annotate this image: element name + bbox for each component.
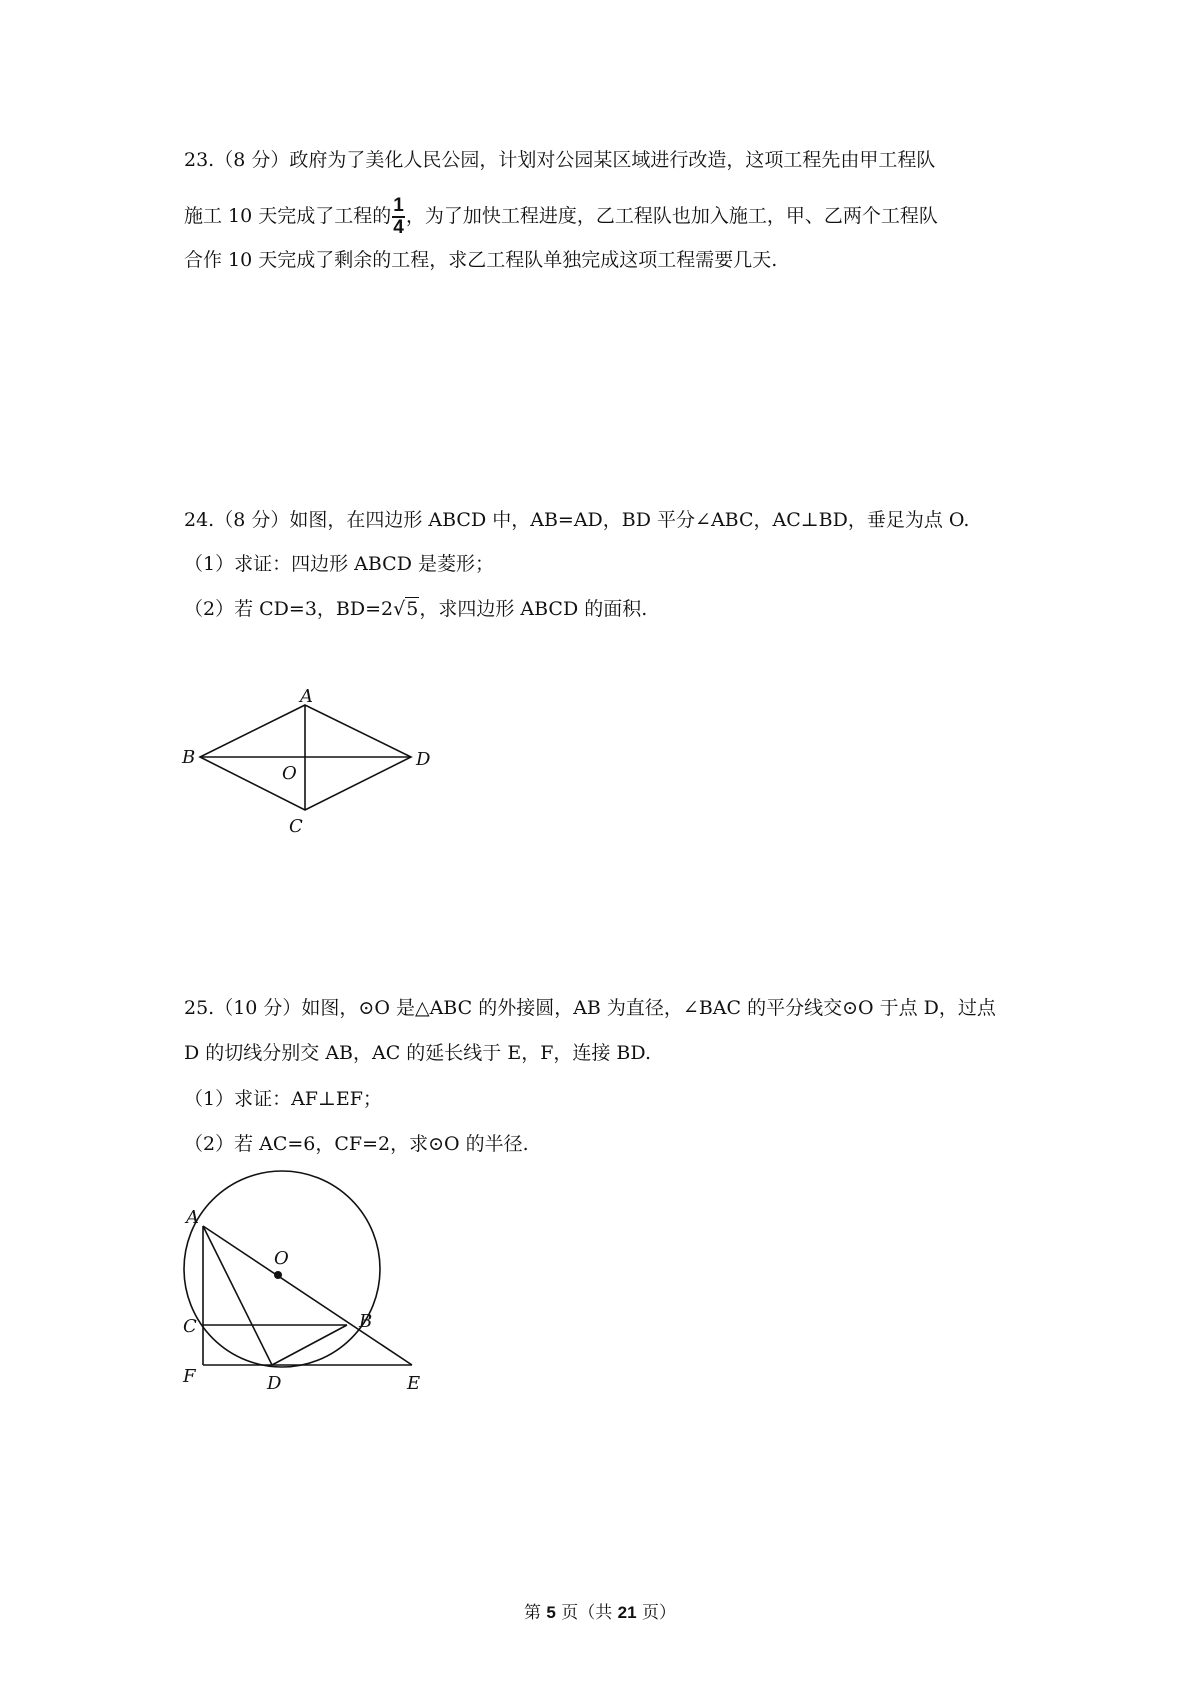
q24-part-2-post: ，求四边形 ABCD 的面积. xyxy=(419,598,648,620)
footer-page-number: 5 xyxy=(546,1603,556,1622)
q24-label-a: A xyxy=(300,686,313,707)
q24-sqrt-symbol: √ xyxy=(393,598,406,620)
footer-mid: 页（共 xyxy=(561,1603,613,1623)
q23-line-3: 合作 10 天完成了剩余的工程，求乙工程队单独完成这项工程需要几天. xyxy=(184,249,778,271)
q25-segment-ae xyxy=(203,1226,412,1365)
q25-center-point xyxy=(274,1271,282,1279)
q24-label-b: B xyxy=(182,747,196,768)
q23-line-2-pre: 施工 10 天完成了工程的 xyxy=(184,205,392,227)
q23-fraction-numerator: 1 xyxy=(393,195,404,216)
q25-label-e: E xyxy=(407,1373,421,1394)
q25-segment-ad xyxy=(203,1226,272,1365)
q24-label-c: C xyxy=(289,816,303,837)
footer-pre: 第 xyxy=(523,1603,541,1623)
footer-post: 页） xyxy=(642,1603,676,1623)
q23-fraction-denominator: 4 xyxy=(393,217,404,238)
q25-line-1: 25.（10 分）如图，⊙O 是△ABC 的外接圆，AB 为直径，∠BAC 的平分线交⊙O 于点 D，过点 xyxy=(184,997,996,1019)
q24-label-o: O xyxy=(282,763,297,784)
q25-label-o: O xyxy=(274,1248,289,1269)
q25-line-2: D 的切线分别交 AB，AC 的延长线于 E，F，连接 BD. xyxy=(184,1042,651,1064)
q25-part-1: （1）求证：AF⊥EF； xyxy=(184,1088,382,1110)
q23-line-2-post: ，为了加快工程进度，乙工程队也加入施工，甲、乙两个工程队 xyxy=(405,205,938,227)
q25-label-c: C xyxy=(183,1316,197,1337)
footer-total-pages: 21 xyxy=(617,1603,637,1622)
q25-label-a: A xyxy=(186,1207,199,1228)
q24-sqrt-radicand: 5 xyxy=(406,598,419,620)
q25-part-2: （2）若 AC=6，CF=2，求⊙O 的半径. xyxy=(184,1133,529,1155)
q23-line-1: 23.（8 分）政府为了美化人民公园，计划对公园某区域进行改造，这项工程先由甲工程队 xyxy=(184,149,936,171)
q24-line-1: 24.（8 分）如图，在四边形 ABCD 中，AB=AD，BD 平分∠ABC，AC⊥BD，垂足为点 O. xyxy=(184,509,970,531)
q24-part-1: （1）求证：四边形 ABCD 是菱形； xyxy=(184,553,494,575)
q25-circle-o xyxy=(184,1171,380,1367)
q25-segment-bd xyxy=(272,1325,347,1365)
page-footer xyxy=(0,1601,1200,1625)
q25-label-d: D xyxy=(267,1373,282,1394)
q24-part-2-pre: （2）若 CD=3，BD=2 xyxy=(184,598,394,620)
q25-label-b: B xyxy=(359,1311,373,1332)
q24-label-d: D xyxy=(416,749,431,770)
q25-label-f: F xyxy=(183,1366,196,1387)
